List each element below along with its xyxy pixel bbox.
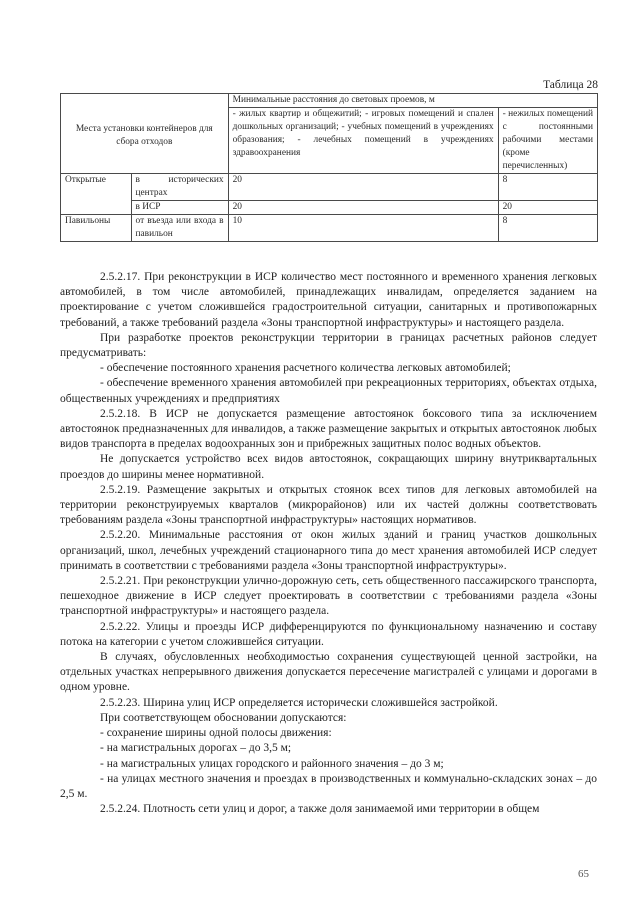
- paragraph: 2.5.2.22. Улицы и проезды ИСР дифференцируются по функциональному назначению и составу потока на категории с учетом сложившейся ситуации.: [60, 620, 597, 648]
- row-sublabel: от въезда или входа в павильон: [131, 215, 228, 242]
- row-label: Открытые: [61, 174, 132, 215]
- list-item: - обеспечение временного хранения автомобилей при рекреационных территориях, объектах отдыха, общественных учреждениях и предприятиях: [60, 377, 597, 405]
- paragraph: 2.5.2.21. При реконструкции улично-дорожную сеть, сеть общественного пассажирского транспорта, пешеходное движение в ИСР следует проектировать в соответствии с требованиями раздела «Зоны транспортной инфраструктуры» и настоящего раздела.: [60, 575, 597, 618]
- paragraph: При соответствующем обосновании допускаются:: [100, 711, 347, 724]
- paragraph: 2.5.2.23. Ширина улиц ИСР определяется исторически сложившейся застройкой.: [100, 696, 498, 709]
- row-sublabel: в исторических центрах: [131, 174, 228, 201]
- residential-value: 10: [228, 215, 498, 242]
- row-sublabel: в ИСР: [131, 201, 228, 215]
- header-place: Места установки контейнеров для сбора отходов: [61, 94, 229, 174]
- paragraph: 2.5.2.19. Размещение закрытых и открытых стоянок всех типов для легковых автомобилей на территории реконструируемых кварталов (микрорайонов) или их частей должны соответствовать требованиям раздела «Зоны транспортной инфраструктуры» настоящих нормативов.: [60, 483, 597, 527]
- distance-table: [60, 93, 598, 242]
- table-row: [61, 215, 598, 242]
- residential-value: 20: [228, 174, 498, 201]
- list-item: - обеспечение постоянного хранения расчетного количества легковых автомобилей;: [100, 362, 511, 375]
- nonresidential-value: 20: [498, 201, 597, 215]
- paragraph: Не допускается устройство всех видов автостоянок, сокращающих ширину внутриквартальных проездов до ширины менее нормативной.: [60, 453, 597, 481]
- table-row: [61, 174, 598, 201]
- paragraph: При разработке проектов реконструкции территории в границах расчетных районов следует предусматривать:: [60, 331, 597, 360]
- nonresidential-value: 8: [498, 174, 597, 201]
- paragraph: В случаях, обусловленных необходимостью сохранения существующей ценной застройки, на отдельных участках непрерывного движения допускается пересечение магистралей с улицами и дорогами в одном уровне.: [60, 651, 597, 694]
- row-label: Павильоны: [61, 215, 132, 242]
- header-min-distance: Минимальные расстояния до световых проемов, м: [228, 94, 597, 108]
- table-caption: Таблица 28: [543, 79, 598, 91]
- header-residential: - жилых квартир и общежитий; - игровых помещений и спален дошкольных организаций; - учебных помещений в учреждениях образования; - лечебных помещений в учреждениях здравоохранения: [228, 108, 498, 174]
- list-item: - на улицах местного значения и проездах в производственных и коммунально-складских зонах – до 2,5 м.: [60, 772, 597, 800]
- paragraph: 2.5.2.17. При реконструкции в ИСР количество мест постоянного и временного хранения легковых автомобилей, в том числе автомобилей, принадлежащих инвалидам, определяется заданием на проектирование с учетом сложившейся градостроительной ситуации, санитарных и противопожарных требований, а также требований раздела «Зоны транспортной инфраструктуры» и настоящего раздела.: [60, 271, 597, 329]
- nonresidential-value: 8: [498, 215, 597, 242]
- header-nonresidential: - нежилых помещений с постоянными рабочими местами (кроме перечисленных): [498, 108, 597, 174]
- list-item: - сохранение ширины одной полосы движения:: [100, 727, 332, 740]
- paragraph: 2.5.2.18. В ИСР не допускается размещение автостоянок боксового типа за исключением автостоянок предназначенных для инвалидов, а также размещение закрытых и открытых автостоянок любых видов транспорта в пределах водоохранных зон и прибрежных защитных полос водных объектов.: [60, 407, 597, 451]
- residential-value: 20: [228, 201, 498, 215]
- paragraph: 2.5.2.20. Минимальные расстояния от окон жилых зданий и границ участков дошкольных организаций, школ, лечебных учреждений стационарного типа до мест хранения автомобилей ИСР следует принимать в соответствии с требованиями раздела «Зоны транспортной инфраструктуры».: [60, 529, 597, 572]
- list-item: - на магистральных улицах городского и районного значения – до 3 м;: [100, 757, 444, 770]
- list-item: - на магистральных дорогах – до 3,5 м;: [100, 742, 292, 755]
- paragraph: 2.5.2.24. Плотность сети улиц и дорог, а также доля занимаемой ими территории в общем: [100, 803, 540, 816]
- page-number: 65: [578, 868, 589, 880]
- body-text: [60, 270, 597, 817]
- table-row: [61, 201, 598, 215]
